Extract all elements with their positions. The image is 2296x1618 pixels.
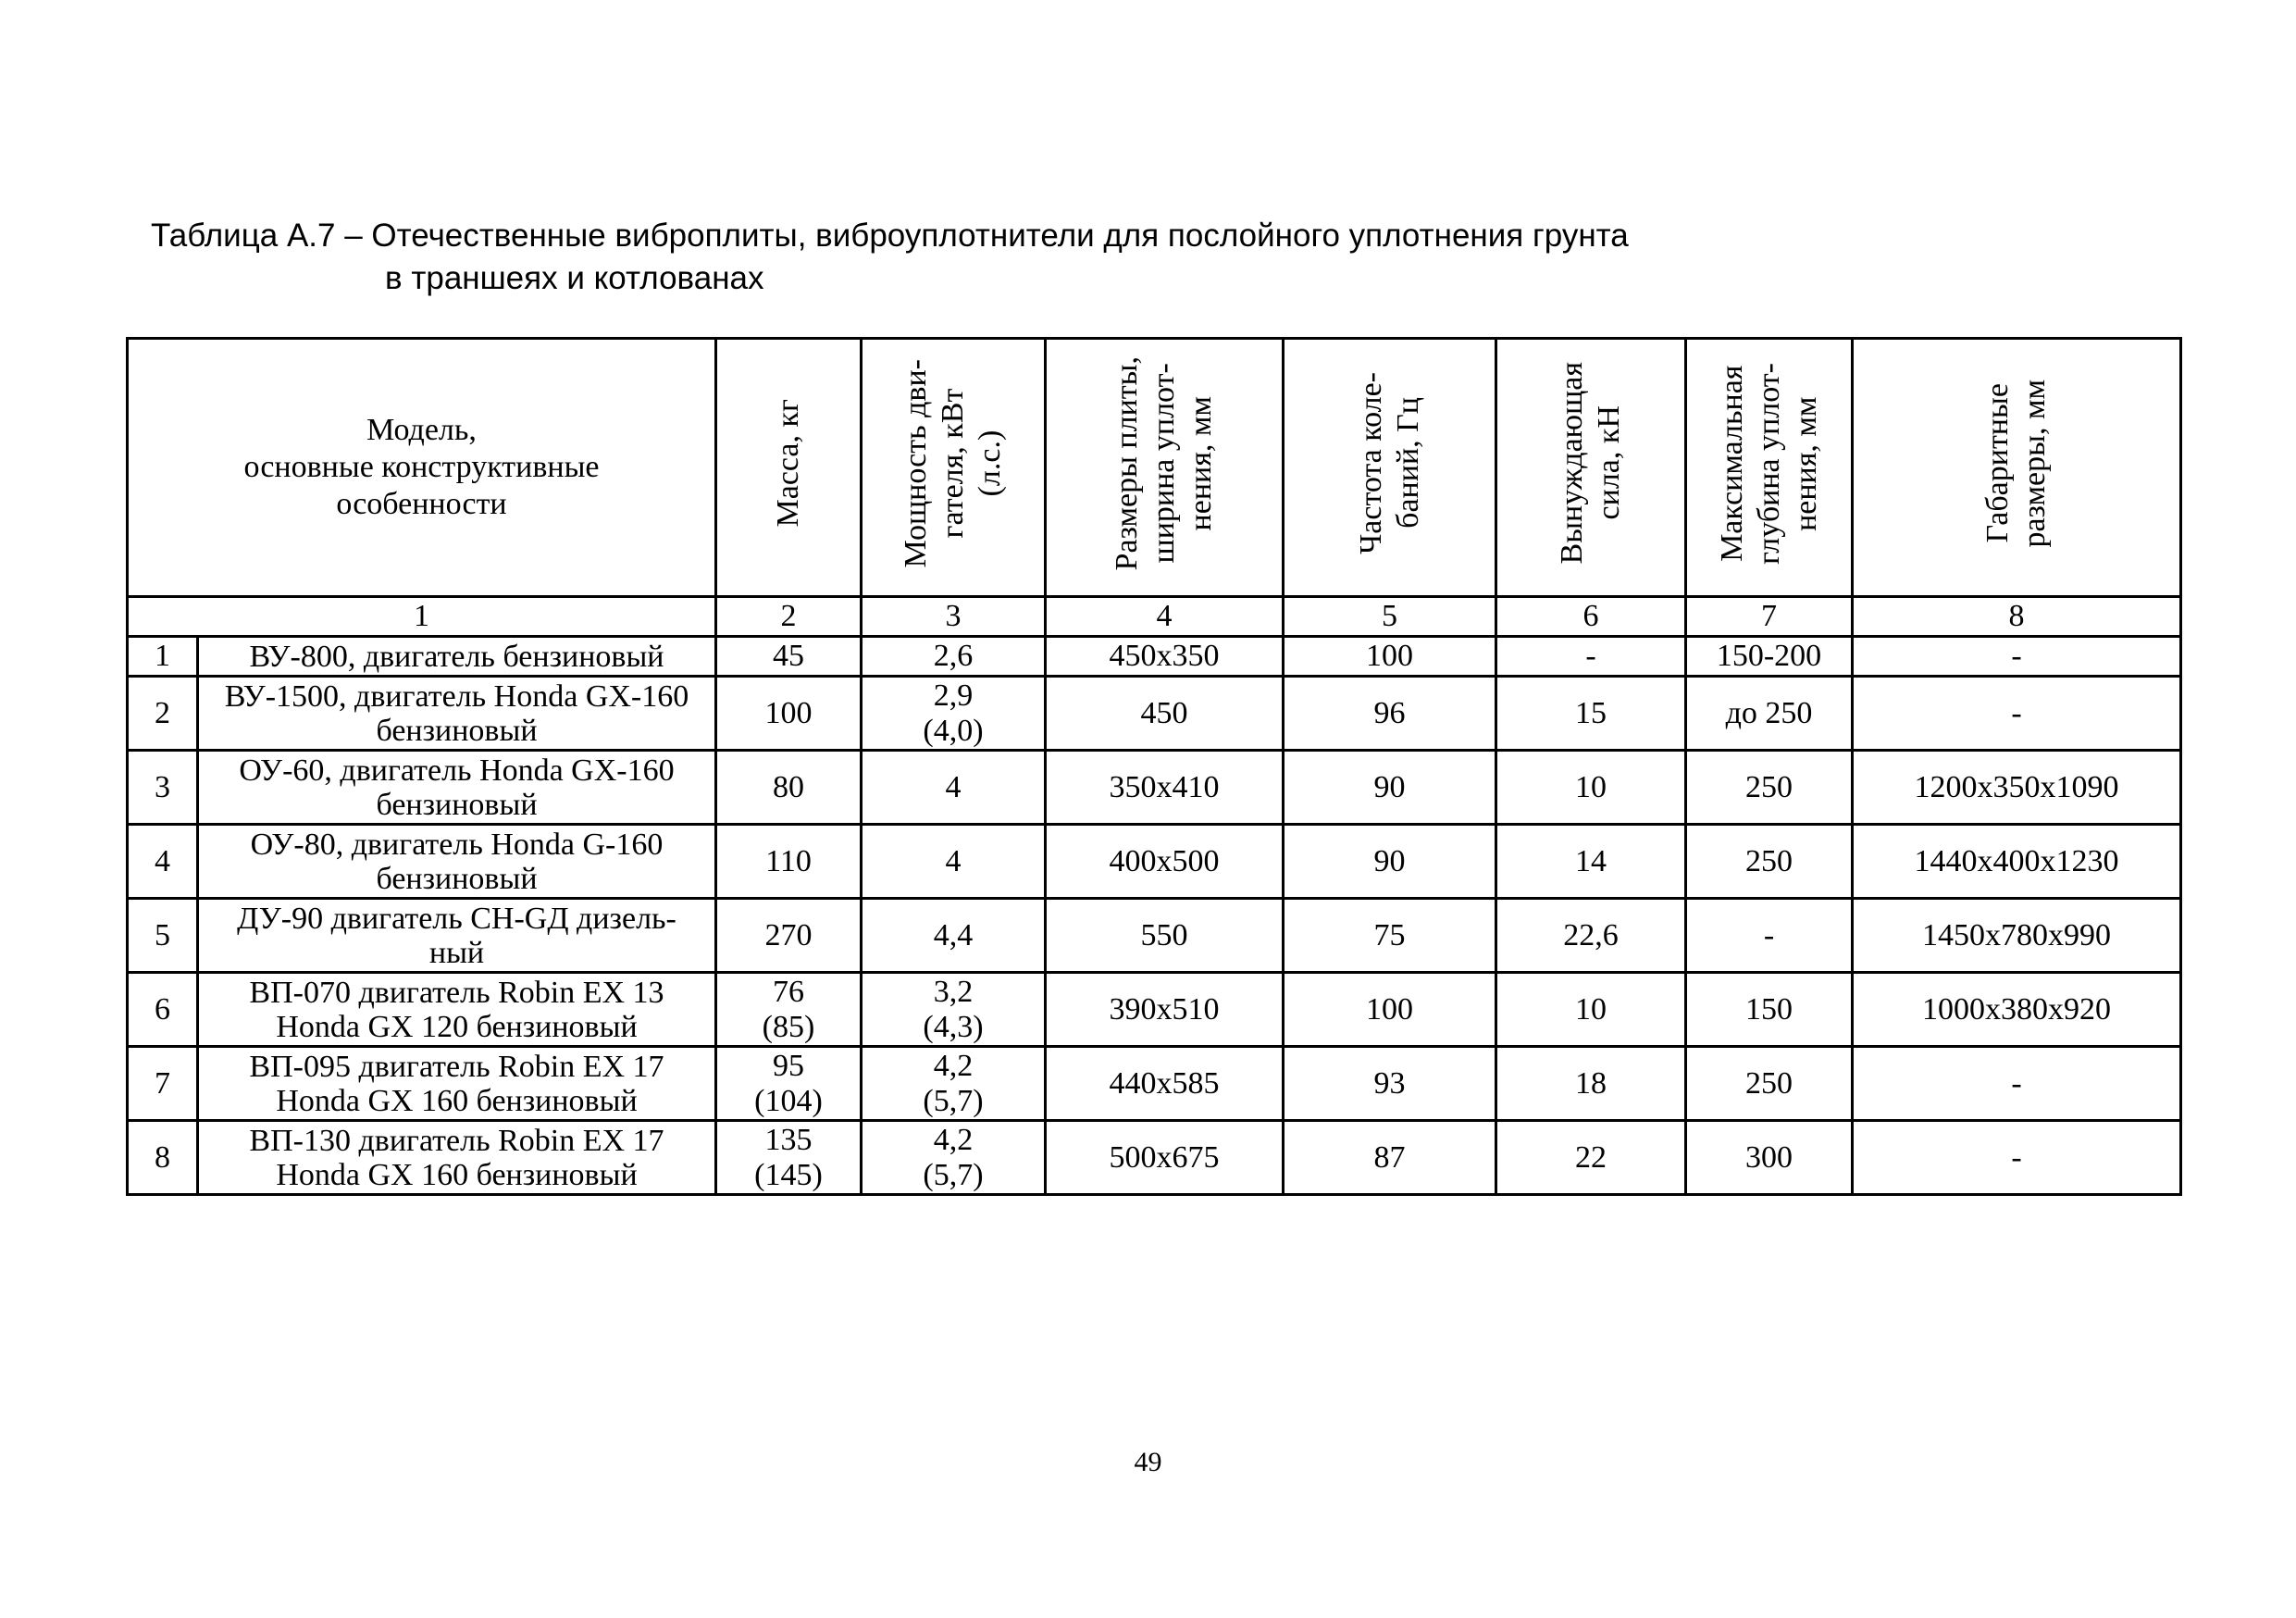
column-number: 1 xyxy=(128,597,716,637)
frequency-cell: 90 xyxy=(1284,751,1496,825)
dimensions-cell: 1440x400x1230 xyxy=(1853,825,2181,899)
mass-cell: 95 (104) xyxy=(716,1047,862,1121)
column-number: 8 xyxy=(1853,597,2181,637)
header-power-text: Мощность дви- гателя, кВт (л.с.) xyxy=(899,358,1007,568)
column-number: 6 xyxy=(1496,597,1686,637)
row-number: 5 xyxy=(128,899,198,973)
dimensions-cell: - xyxy=(1853,1121,2181,1195)
depth-cell: 150 xyxy=(1686,973,1853,1047)
power-cell: 4,2 (5,7) xyxy=(862,1121,1046,1195)
force-cell: 10 xyxy=(1496,973,1686,1047)
header-model: Модель, основные конструктивные особенности xyxy=(128,339,716,597)
power-cell: 4 xyxy=(862,825,1046,899)
force-cell: - xyxy=(1496,637,1686,677)
row-number: 8 xyxy=(128,1121,198,1195)
header-mass xyxy=(716,339,862,597)
frequency-cell: 75 xyxy=(1284,899,1496,973)
dimensions-cell: 1000x380x920 xyxy=(1853,973,2181,1047)
row-number: 1 xyxy=(128,637,198,677)
model-cell: ВП-095 двигатель Robin EX 17 Honda GX 160 бензиновый xyxy=(198,1047,716,1121)
model-cell: ОУ-60, двигатель Honda GX-160 бензиновый xyxy=(198,751,716,825)
row-number: 6 xyxy=(128,973,198,1047)
depth-cell: 150-200 xyxy=(1686,637,1853,677)
column-number: 7 xyxy=(1686,597,1853,637)
compactor-table xyxy=(126,337,2182,1196)
power-cell: 4,4 xyxy=(862,899,1046,973)
mass-cell: 110 xyxy=(716,825,862,899)
column-number-row xyxy=(128,597,2181,637)
frequency-cell: 93 xyxy=(1284,1047,1496,1121)
row-number: 4 xyxy=(128,825,198,899)
table-caption xyxy=(151,215,1629,300)
frequency-cell: 100 xyxy=(1284,637,1496,677)
model-cell: ВУ-800, двигатель бензиновый xyxy=(198,637,716,677)
column-number: 2 xyxy=(716,597,862,637)
mass-cell: 270 xyxy=(716,899,862,973)
header-frequency xyxy=(1284,339,1496,597)
depth-cell: 250 xyxy=(1686,1047,1853,1121)
power-cell: 4,2 (5,7) xyxy=(862,1047,1046,1121)
plate-size-cell: 400x500 xyxy=(1046,825,1284,899)
header-force-text: Вынуждающая сила, кН xyxy=(1555,362,1626,565)
header-plate-size-text: Размеры плиты, ширина уплот- нения, мм xyxy=(1110,355,1218,571)
header-power xyxy=(862,339,1046,597)
model-cell: ВП-070 двигатель Robin EX 13 Honda GX 120 бензиновый xyxy=(198,973,716,1047)
mass-cell: 100 xyxy=(716,677,862,751)
frequency-cell: 96 xyxy=(1284,677,1496,751)
force-cell: 14 xyxy=(1496,825,1686,899)
power-cell: 4 xyxy=(862,751,1046,825)
table-row xyxy=(128,1047,2181,1121)
plate-size-cell: 450 xyxy=(1046,677,1284,751)
header-dimensions-text: Габаритные размеры, мм xyxy=(1980,379,2052,548)
row-number: 7 xyxy=(128,1047,198,1121)
power-cell: 2,6 xyxy=(862,637,1046,677)
depth-cell: - xyxy=(1686,899,1853,973)
model-cell: ВП-130 двигатель Robin EX 17 Honda GX 160 бензиновый xyxy=(198,1121,716,1195)
header-frequency-text: Частота коле- баний, Гц xyxy=(1353,372,1425,554)
header-plate-size xyxy=(1046,339,1284,597)
header-dimensions xyxy=(1853,339,2181,597)
header-mass-text: Масса, кг xyxy=(771,399,805,528)
column-number: 3 xyxy=(862,597,1046,637)
model-cell: ОУ-80, двигатель Honda G-160 бензиновый xyxy=(198,825,716,899)
table-row xyxy=(128,1121,2181,1195)
table-row xyxy=(128,751,2181,825)
mass-cell: 135 (145) xyxy=(716,1121,862,1195)
header-depth-text: Максимальная глубина уплот- нения, мм xyxy=(1714,362,1823,565)
frequency-cell: 100 xyxy=(1284,973,1496,1047)
dimensions-cell: 1450x780x990 xyxy=(1853,899,2181,973)
caption-line-2: в траншеях и котлованах xyxy=(385,260,764,296)
dimensions-cell: 1200x350x1090 xyxy=(1853,751,2181,825)
power-cell: 2,9 (4,0) xyxy=(862,677,1046,751)
plate-size-cell: 440x585 xyxy=(1046,1047,1284,1121)
force-cell: 22 xyxy=(1496,1121,1686,1195)
power-cell: 3,2 (4,3) xyxy=(862,973,1046,1047)
row-number: 3 xyxy=(128,751,198,825)
header-row xyxy=(128,339,2181,597)
dimensions-cell: - xyxy=(1853,637,2181,677)
depth-cell: 250 xyxy=(1686,825,1853,899)
row-number: 2 xyxy=(128,677,198,751)
mass-cell: 76 (85) xyxy=(716,973,862,1047)
table-row xyxy=(128,825,2181,899)
plate-size-cell: 550 xyxy=(1046,899,1284,973)
header-force xyxy=(1496,339,1686,597)
table-body xyxy=(128,637,2181,1195)
depth-cell: до 250 xyxy=(1686,677,1853,751)
dimensions-cell: - xyxy=(1853,677,2181,751)
mass-cell: 45 xyxy=(716,637,862,677)
model-cell: ВУ-1500, двигатель Honda GX-160 бензиновый xyxy=(198,677,716,751)
column-number: 5 xyxy=(1284,597,1496,637)
model-cell: ДУ-90 двигатель СН-GД дизель- ный xyxy=(198,899,716,973)
plate-size-cell: 500x675 xyxy=(1046,1121,1284,1195)
force-cell: 15 xyxy=(1496,677,1686,751)
depth-cell: 300 xyxy=(1686,1121,1853,1195)
plate-size-cell: 390x510 xyxy=(1046,973,1284,1047)
page-number: 49 xyxy=(1134,1447,1162,1477)
table-row xyxy=(128,677,2181,751)
table-row xyxy=(128,899,2181,973)
table-row xyxy=(128,973,2181,1047)
mass-cell: 80 xyxy=(716,751,862,825)
depth-cell: 250 xyxy=(1686,751,1853,825)
force-cell: 10 xyxy=(1496,751,1686,825)
plate-size-cell: 450x350 xyxy=(1046,637,1284,677)
column-number: 4 xyxy=(1046,597,1284,637)
dimensions-cell: - xyxy=(1853,1047,2181,1121)
force-cell: 22,6 xyxy=(1496,899,1686,973)
force-cell: 18 xyxy=(1496,1047,1686,1121)
table-row xyxy=(128,637,2181,677)
caption-line-1: Таблица А.7 – Отечественные виброплиты, виброуплотнители для послойного уплотнения грунта xyxy=(151,218,1629,254)
frequency-cell: 87 xyxy=(1284,1121,1496,1195)
header-depth xyxy=(1686,339,1853,597)
frequency-cell: 90 xyxy=(1284,825,1496,899)
plate-size-cell: 350x410 xyxy=(1046,751,1284,825)
